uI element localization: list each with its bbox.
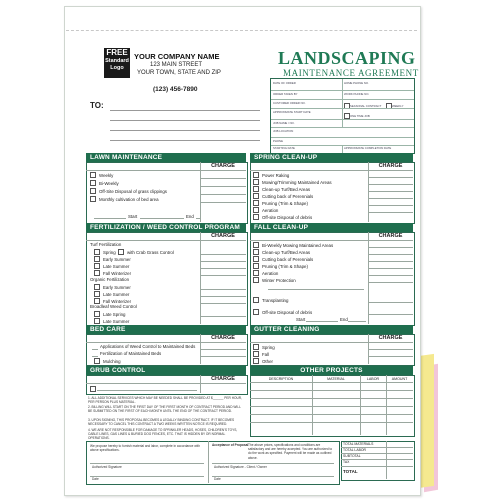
lawn-start-label: Start xyxy=(128,214,138,219)
checkbox[interactable] xyxy=(90,188,96,194)
checkbox[interactable] xyxy=(90,180,96,186)
term-2: 2. BILLING WILL START ON THE FIRST DAY OF THE FIRST MONTH OF CONTRACT PERIOD AND WILL BE SUBMITTED ON THE FIRST OF EACH MONTH UNTIL THE END OF THE CONTRACT PERIOD. xyxy=(88,405,241,414)
form-title: LANDSCAPING xyxy=(278,48,416,68)
checkbox[interactable] xyxy=(253,179,259,185)
perforation-line xyxy=(66,30,417,31)
acceptance-signature-label: Authorized Signature - Client / Owner xyxy=(214,465,267,469)
company-phone: (123) 456-7890 xyxy=(153,86,198,93)
gutter-item[interactable] xyxy=(253,344,275,350)
term-1: 1. ALL ADDITIONAL SERVICES WHICH MAY BE NEEDED SHALL BE PROVIDED AT $______ PER HOUR, PER PERSON PLUS MATERIAL. xyxy=(88,396,242,405)
grub-control-header: GRUB CONTROL xyxy=(86,366,246,375)
item-label: with Crab Grass Control xyxy=(127,250,174,255)
item-label: Off-site Disposal of debris xyxy=(262,310,313,315)
spring-item[interactable] xyxy=(253,200,308,206)
fert-item[interactable] xyxy=(94,263,129,269)
lawn-item-weekly[interactable] xyxy=(90,172,113,178)
fert-item[interactable] xyxy=(94,249,116,255)
checkbox[interactable] xyxy=(253,344,259,350)
acceptance-date-label: Date xyxy=(214,477,221,481)
term-3: 3. UPON SIGNING, THIS PROPOSAL BECOMES A LEGALLY BINDING CONTRACT. IF IT BECOMES NECESSARY TO CANCEL THIS CONTRACT A TWO WEEKS WRITTEN NOTICE IS REQUIRED. xyxy=(88,418,235,427)
bed-item-mulching[interactable] xyxy=(94,358,121,364)
charge-label: CHARGE xyxy=(211,233,235,239)
checkbox[interactable] xyxy=(253,242,259,248)
organic-fertilization-label: Organic Fertilization xyxy=(90,277,130,282)
broadleaf-weed-label: Broadleaf Weed Control xyxy=(90,304,137,309)
company-street: 123 MAIN STREET xyxy=(150,62,203,68)
item-label: Winter Protection xyxy=(262,278,296,283)
spring-item[interactable] xyxy=(253,179,332,185)
item-label: Spring xyxy=(262,345,275,350)
fert-item[interactable] xyxy=(94,291,129,297)
fall-item[interactable] xyxy=(253,249,310,255)
order-info-box xyxy=(270,78,415,154)
fall-item[interactable] xyxy=(253,270,278,276)
fall-item[interactable] xyxy=(253,277,296,283)
item-label: Fall xyxy=(262,352,270,357)
spring-item[interactable] xyxy=(253,214,312,220)
spring-item[interactable] xyxy=(253,186,310,192)
home-phone-label: HOME PHONE NO. xyxy=(344,81,369,85)
job-name-label: JOB NAME / NO. xyxy=(273,121,295,125)
checkbox[interactable] xyxy=(94,284,100,290)
item-label: Mulching xyxy=(103,359,121,364)
grub-control-checkbox[interactable] xyxy=(90,386,96,392)
checkbox[interactable] xyxy=(253,263,259,269)
acceptance-text: The above prices, specifications and conditions are satisfactory and are hereby accepted. You are authorized to do the work as specified. Payment will be made as outlined above. xyxy=(248,443,333,460)
total-label: TOTAL xyxy=(343,469,358,474)
company-logo xyxy=(104,48,130,78)
logo-text-logo: Logo xyxy=(110,65,124,71)
date-of-order-label: DATE OF ORDER xyxy=(273,81,296,85)
checkbox[interactable] xyxy=(253,351,259,357)
checkbox[interactable] xyxy=(90,196,96,202)
fall-cleanup-header: FALL CLEAN-UP xyxy=(250,223,413,232)
total-labor-label: TOTAL LABOR xyxy=(343,448,366,452)
item-label: Late Spring xyxy=(103,312,126,317)
lawn-end-label: End xyxy=(186,214,194,219)
term-4: 4. WE ARE NOT RESPONSIBLE FOR DAMAGE TO SPRINKLER HEADS, HOSES, CHILDREN'S TOYS, CABLE LINES, GAS LINES & BURIED DOG FENCES, ETC. THAT IS HIDDEN BY OR NORMAL OPERATIONS. xyxy=(88,428,238,441)
address-line[interactable] xyxy=(110,140,260,141)
work-phone-label: WORK PHONE NO. xyxy=(344,92,370,96)
lawn-item-disposal[interactable] xyxy=(90,188,167,194)
fall-item[interactable] xyxy=(253,242,333,248)
item-label: Other xyxy=(262,359,273,364)
checkbox[interactable] xyxy=(94,358,100,364)
item-label: Cutting back of Perennials xyxy=(262,257,314,262)
item-label: Fall Winterizer xyxy=(103,299,132,304)
checkbox[interactable] xyxy=(253,200,259,206)
charge-label: CHARGE xyxy=(211,335,235,341)
checkbox[interactable] xyxy=(253,309,259,315)
item-label: Weekly xyxy=(99,173,114,178)
item-label: Late Summer xyxy=(103,319,130,324)
checkbox[interactable] xyxy=(253,193,259,199)
starting-date-label: STARTING DATE xyxy=(273,146,295,150)
bed-weed-control-label: Applications of Weed Control to Maintained Beds xyxy=(100,344,196,349)
checkbox[interactable] xyxy=(253,277,259,283)
job-location-label: JOB LOCATION xyxy=(273,129,294,133)
address-line[interactable] xyxy=(110,120,260,121)
item-label: Cutting back of Perennials xyxy=(262,194,314,199)
checkbox[interactable] xyxy=(94,291,100,297)
subtotal-label: SUBTOTAL xyxy=(343,454,361,458)
checkbox[interactable] xyxy=(253,270,259,276)
phone-label: PHONE xyxy=(273,139,283,143)
tax-label: TAX xyxy=(343,460,350,464)
checkbox[interactable] xyxy=(253,186,259,192)
turf-fertilization-label: Turf Fertilization xyxy=(90,242,122,247)
fall-item[interactable] xyxy=(253,256,313,262)
checkbox[interactable] xyxy=(253,297,259,303)
logo-text-standard: Standard xyxy=(105,58,129,64)
other-projects-header: OTHER PROJECTS xyxy=(250,366,413,375)
proposal-text: We propose hereby to furnish material and labor, complete in accordance with above specifications. xyxy=(90,444,200,453)
bed-fertilization-label: Fertilization of Maintained Beds xyxy=(100,351,162,356)
item-label: Transplanting xyxy=(262,298,289,303)
item-label: Bi-Weekly Mowing Maintained Areas xyxy=(262,243,334,248)
labor-column-header: LABOR xyxy=(366,377,380,381)
bed-care-header: BED CARE xyxy=(86,325,246,334)
item-label: Off-site Disposal of debris xyxy=(262,215,313,220)
charge-label: CHARGE xyxy=(211,163,235,169)
order-taken-by-label: ORDER TAKEN BY xyxy=(273,92,298,96)
completion-date-label: APPROXIMATE COMPLETION DATE xyxy=(344,146,392,150)
crab-grass-item[interactable] xyxy=(118,249,174,255)
company-name: YOUR COMPANY NAME xyxy=(134,52,220,61)
item-label: Early Summer xyxy=(103,285,131,290)
weekly-label: WEEKLY xyxy=(392,104,404,108)
checkbox[interactable] xyxy=(253,358,259,364)
checkbox[interactable] xyxy=(94,256,100,262)
seasonal-contract-label: SEASONAL CONTRACT xyxy=(350,104,382,108)
item-label: Clean-up Turf/Bed Areas xyxy=(262,187,311,192)
lawn-maintenance-header: LAWN MAINTENANCE xyxy=(86,153,246,162)
charge-label: CHARGE xyxy=(378,233,403,239)
description-column-header: DESCRIPTION xyxy=(268,377,294,381)
checkbox[interactable] xyxy=(253,207,259,213)
item-label: Power Raking xyxy=(262,173,290,178)
item-label: Monthly cultivation of bed area xyxy=(99,197,159,202)
fert-item[interactable] xyxy=(94,256,131,262)
item-label: Pruning (Trim & Shape) xyxy=(262,201,308,206)
fall-end-label: End xyxy=(340,317,348,322)
item-label: Spring xyxy=(103,250,116,255)
checkbox[interactable] xyxy=(94,311,100,317)
spring-item[interactable] xyxy=(253,193,313,199)
one-time-job-label: ONE TIME JOB xyxy=(350,114,370,118)
item-label: Late Summer xyxy=(103,264,130,269)
fall-item-transplanting[interactable] xyxy=(253,297,288,303)
total-materials-label: TOTAL MATERIALS xyxy=(343,442,374,446)
fall-item-disposal[interactable] xyxy=(253,309,312,315)
customer-order-label: CUSTOMER ORDER NO. xyxy=(273,101,306,105)
charge-label: CHARGE xyxy=(378,163,403,169)
fert-item[interactable] xyxy=(94,284,131,290)
fert-item[interactable] xyxy=(94,318,129,324)
start-date-label: APPROXIMATE START DATE xyxy=(273,110,311,114)
to-label: TO: xyxy=(90,101,104,110)
checkbox[interactable] xyxy=(118,249,124,255)
amount-column-header: AMOUNT xyxy=(391,377,408,381)
spring-item[interactable] xyxy=(253,207,278,213)
logo-text-free: FREE xyxy=(106,48,128,57)
form-subtitle: MAINTENANCE AGREEMENT xyxy=(283,68,419,78)
gutter-item[interactable] xyxy=(253,351,269,357)
item-label: Late Summer xyxy=(103,292,130,297)
fert-item[interactable] xyxy=(94,270,131,276)
item-label: Mowing/Trimming Maintained Areas xyxy=(262,180,332,185)
checkbox[interactable] xyxy=(253,172,259,178)
fert-item[interactable] xyxy=(94,311,125,317)
checkbox[interactable] xyxy=(253,256,259,262)
checkbox[interactable] xyxy=(94,263,100,269)
proposal-date-label: Date xyxy=(92,477,99,481)
material-column-header: MATERIAL xyxy=(327,377,345,381)
company-city: YOUR TOWN, STATE AND ZIP xyxy=(137,70,221,76)
spring-item[interactable] xyxy=(253,172,289,178)
fertilization-header: FERTILIZATION / WEED CONTROL PROGRAM xyxy=(86,223,246,232)
lawn-item-biweekly[interactable] xyxy=(90,180,119,186)
checkbox[interactable] xyxy=(94,318,100,324)
fall-item[interactable] xyxy=(253,263,308,269)
checkbox[interactable] xyxy=(253,249,259,255)
address-line[interactable] xyxy=(110,110,260,111)
charge-label: CHARGE xyxy=(378,335,403,341)
spring-cleanup-header: SPRING CLEAN-UP xyxy=(250,153,413,162)
item-label: Aeration xyxy=(262,271,279,276)
checkbox[interactable] xyxy=(94,270,100,276)
item-label: Off-Site Disposal of grass clippings xyxy=(99,189,168,194)
checkbox[interactable] xyxy=(94,249,100,255)
address-line[interactable] xyxy=(110,130,260,131)
item-label: Fall Winterizer xyxy=(103,271,132,276)
item-label: Early Summer xyxy=(103,257,131,262)
gutter-cleaning-header: GUTTER CLEANING xyxy=(250,325,413,334)
charge-label: CHARGE xyxy=(211,376,235,382)
checkbox[interactable] xyxy=(90,172,96,178)
item-label: Aeration xyxy=(262,208,279,213)
proposal-signature-label: Authorized Signature xyxy=(92,465,122,469)
gutter-item[interactable] xyxy=(253,358,273,364)
fall-start-label: Start xyxy=(296,317,306,322)
item-label: Bi-Weekly xyxy=(99,181,119,186)
item-label: Pruning (Trim & Shape) xyxy=(262,264,308,269)
acceptance-title: Acceptance of Proposal xyxy=(212,443,249,447)
checkbox[interactable] xyxy=(253,214,259,220)
item-label: Clean-up Turf/Bed Areas xyxy=(262,250,311,255)
lawn-item-cultivation[interactable] xyxy=(90,196,159,202)
